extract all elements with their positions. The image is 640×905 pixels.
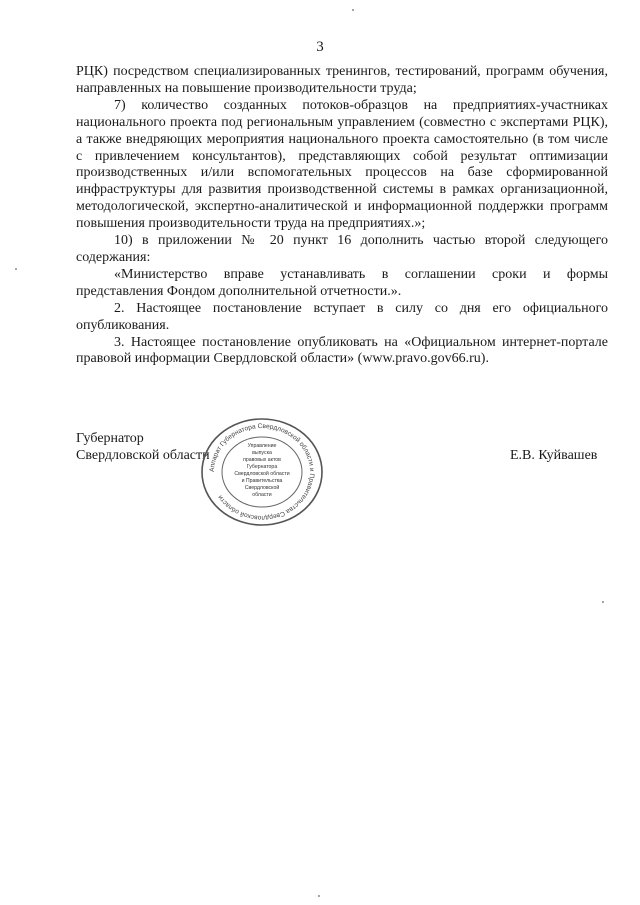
scan-speck [602, 601, 604, 603]
paragraph: 10) в приложении № 20 пункт 16 дополнить частью второй следующего содержания: [76, 233, 608, 265]
paragraph: 7) количество созданных потоков-образцов на предприятиях-участниках национального проекта под региональным управлением (совместно с экспертами РЦК), а также внедряющих мероприятия национального проекта самостоятельно (в том числе с привлечением консультантов), представляющих собой результат оптимизации производственных и/или вспомогательных процессов на базе сформированной инфраструктуры для развития производственной системы в рамках организационной, методологической, экспертно-аналитической и информационной поддержки программ повышения производительности труда на предприятиях.»; [76, 97, 608, 232]
stamp-center-line: и Правительства [241, 478, 283, 484]
signatory-title-line: Свердловской области [76, 448, 210, 463]
official-stamp [199, 417, 325, 527]
stamp-center-line: выпуска [252, 450, 272, 456]
stamp-center-line: Свердловской области [234, 471, 290, 477]
signatory-title-line: Губернатор [76, 431, 144, 446]
stamp-center-line: правовых актов [243, 457, 281, 463]
stamp-center-line: Губернатора [246, 464, 278, 470]
page-number: 3 [316, 39, 324, 55]
stamp-center-text [234, 443, 289, 498]
scan-speck [352, 9, 354, 11]
paragraph: «Министерство вправе устанавливать в соглашении сроки и формы представления Фондом дополнительной отчетности.». [76, 266, 608, 299]
signatory-title [76, 430, 210, 464]
scan-speck [318, 895, 320, 897]
document-body [76, 64, 608, 368]
paragraph: 2. Настоящее постановление вступает в силу со дня его официального опубликования. [76, 300, 608, 333]
signatory-name: Е.В. Куйвашев [510, 448, 598, 463]
scan-speck [15, 268, 17, 270]
stamp-graphic [199, 417, 325, 527]
stamp-center-line: Свердловской [244, 485, 280, 491]
paragraph: РЦК) посредством специализированных тренингов, тестирований, программ обучения, направленных на повышение производительности труда; [76, 64, 608, 96]
paragraph: 3. Настоящее постановление опубликовать на «Официальном интернет-портале правовой информации Свердловской области» (www.pravo.gov66.ru). [76, 334, 608, 367]
stamp-center-line: области [252, 492, 272, 498]
stamp-center-line: Управление [247, 443, 277, 449]
stamp-ring-text: Аппарат Губернатора Свердловской области и Правительства Свердловской области [208, 422, 316, 522]
